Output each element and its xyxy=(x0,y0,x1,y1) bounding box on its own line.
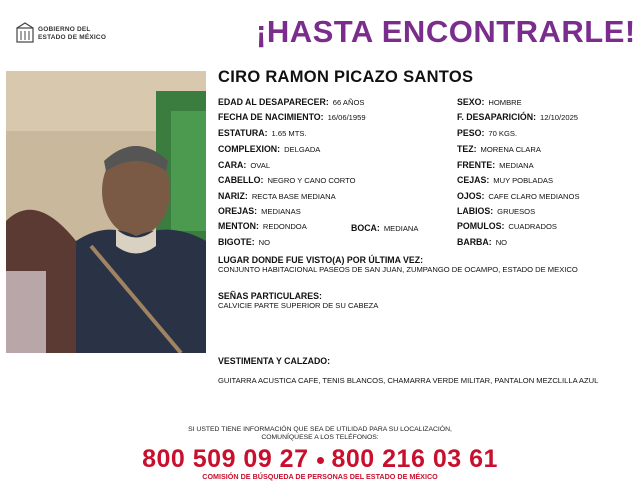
value-cara: OVAL xyxy=(250,161,271,170)
contact-line-2: COMUNÍQUESE A LOS TELÉFONOS: xyxy=(261,434,379,441)
value-frente: MEDIANA xyxy=(499,161,534,170)
phone-1[interactable]: 800 509 09 27 xyxy=(142,445,309,473)
label-orejas: OREJAS: xyxy=(218,206,258,216)
field-tez xyxy=(457,144,541,155)
label-labios: LABIOS: xyxy=(457,206,494,216)
field-ojos xyxy=(457,191,580,202)
label-cabello: CABELLO: xyxy=(218,175,264,185)
senas-text: CALVICIE PARTE SUPERIOR DE SU CABEZA xyxy=(218,301,379,310)
lugar-label: LUGAR DONDE FUE VISTO(A) POR ÚLTIMA VEZ: xyxy=(218,255,424,265)
label-barba: BARBA: xyxy=(457,237,492,247)
headline: ¡HASTA ENCONTRARLE! xyxy=(256,14,636,49)
value-pomulos: CUADRADOS xyxy=(508,222,557,231)
value-cabello: NEGRO Y CANO CORTO xyxy=(267,176,356,185)
value-sexo: HOMBRE xyxy=(488,98,522,107)
field-cabello xyxy=(218,175,356,186)
logo-line-1: GOBIERNO DEL xyxy=(38,26,91,33)
phone-numbers xyxy=(0,445,640,474)
value-menton: REDONDOA xyxy=(262,222,307,231)
label-cara: CARA: xyxy=(218,160,247,170)
field-frente xyxy=(457,160,534,171)
field-menton xyxy=(218,221,307,232)
value-boca: MEDIANA xyxy=(383,224,419,233)
value-edad: 66 AÑOS xyxy=(332,98,365,107)
label-sexo: SEXO: xyxy=(457,97,485,107)
field-desaparicion xyxy=(457,112,578,123)
contact-line-1: SI USTED TIENE INFORMACIÓN QUE SEA DE UTILIDAD PARA SU LOCALIZACIÓN, xyxy=(188,426,452,433)
label-ojos: OJOS: xyxy=(457,191,485,201)
photo-illustration xyxy=(6,71,206,353)
field-nariz xyxy=(218,191,336,202)
value-bigote: NO xyxy=(258,238,271,247)
senas-label: SEÑAS PARTICULARES: xyxy=(218,291,322,301)
field-boca xyxy=(351,223,418,234)
vestimenta-label: VESTIMENTA Y CALZADO: xyxy=(218,356,331,366)
value-estatura: 1.65 MTS. xyxy=(271,129,307,138)
lugar-text: CONJUNTO HABITACIONAL PASEOS DE SAN JUAN, ZUMPANGO DE OCAMPO, ESTADO DE MEXICO xyxy=(218,265,578,274)
label-estatura: ESTATURA: xyxy=(218,128,268,138)
value-peso: 70 KGS. xyxy=(488,129,518,138)
vestimenta-text: GUITARRA ACUSTICA CAFE, TENIS BLANCOS, CHAMARRA VERDE MILITAR, PANTALON MEZCLILLA AZUL xyxy=(218,376,599,385)
separator-dot-icon xyxy=(317,457,324,464)
value-desaparicion: 12/10/2025 xyxy=(540,113,579,122)
footer-commission: COMISIÓN DE BÚSQUEDA DE PERSONAS DEL ESTADO DE MÉXICO xyxy=(202,472,438,481)
label-desaparicion: F. DESAPARICIÓN: xyxy=(457,112,537,122)
label-tez: TEZ: xyxy=(457,144,477,154)
label-menton: MENTON: xyxy=(218,221,259,231)
label-complexion: COMPLEXION: xyxy=(218,144,281,154)
field-labios xyxy=(457,206,535,217)
field-cara xyxy=(218,160,270,171)
person-name: CIRO RAMON PICAZO SANTOS xyxy=(218,68,474,86)
value-barba: NO xyxy=(495,238,508,247)
field-edad xyxy=(218,97,364,108)
label-frente: FRENTE: xyxy=(457,160,496,170)
value-cejas: MUY POBLADAS xyxy=(493,176,554,185)
value-labios: GRUESOS xyxy=(497,207,536,216)
label-peso: PESO: xyxy=(457,128,485,138)
missing-person-photo xyxy=(6,71,206,353)
field-pomulos xyxy=(457,221,557,232)
logo-text xyxy=(38,26,106,41)
field-barba xyxy=(457,237,507,248)
field-bigote xyxy=(218,237,270,248)
label-cejas: CEJAS: xyxy=(457,175,490,185)
field-cejas xyxy=(457,175,553,186)
value-ojos: CAFE CLARO MEDIANOS xyxy=(488,192,580,201)
field-orejas xyxy=(218,206,301,217)
value-tez: MORENA CLARA xyxy=(480,145,541,154)
label-bigote: BIGOTE: xyxy=(218,237,255,247)
value-orejas: MEDIANAS xyxy=(261,207,301,216)
label-edad: EDAD AL DESAPARECER: xyxy=(218,97,329,107)
field-estatura xyxy=(218,128,307,139)
phone-2[interactable]: 800 216 03 61 xyxy=(331,445,498,473)
field-sexo xyxy=(457,97,522,108)
value-nariz: RECTA BASE MEDIANA xyxy=(251,192,336,201)
label-boca: BOCA: xyxy=(351,223,380,233)
contact-info xyxy=(0,426,640,442)
label-nariz: NARIZ: xyxy=(218,191,248,201)
label-nacimiento: FECHA DE NACIMIENTO: xyxy=(218,112,324,122)
coat-of-arms-icon xyxy=(14,22,36,44)
state-government-logo xyxy=(14,22,124,46)
label-pomulos: POMULOS: xyxy=(457,221,505,231)
field-nacimiento xyxy=(218,112,366,123)
value-nacimiento: 16/06/1959 xyxy=(327,113,366,122)
logo-line-2: ESTADO DE MÉXICO xyxy=(38,33,107,41)
value-complexion: DELGADA xyxy=(284,145,321,154)
field-complexion xyxy=(218,144,320,155)
field-peso xyxy=(457,128,517,139)
